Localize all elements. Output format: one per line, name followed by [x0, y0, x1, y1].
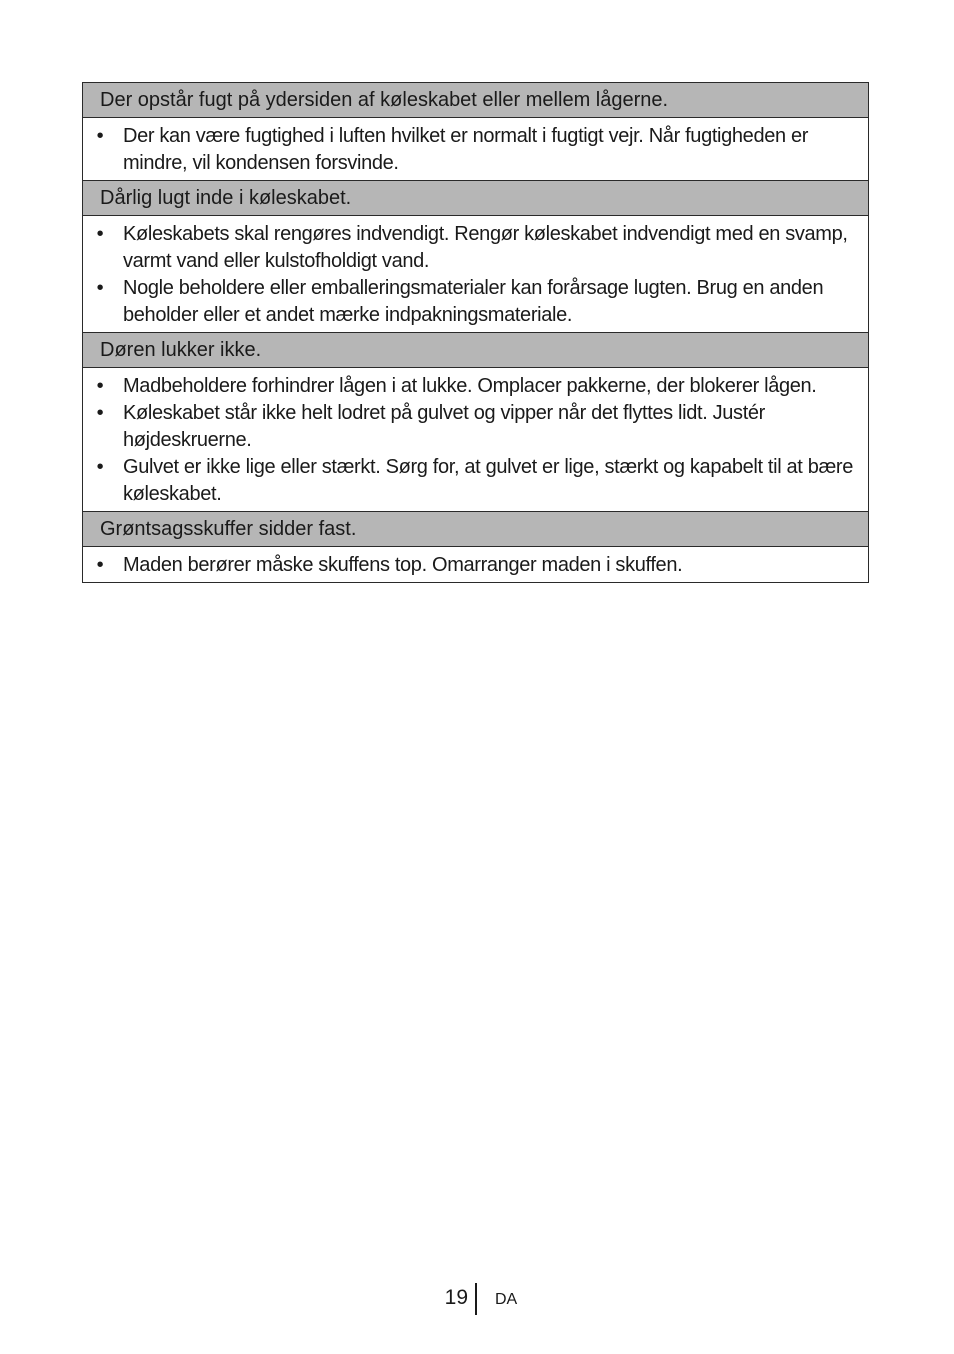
bullet-icon: • [96, 277, 104, 299]
bullet-icon: • [96, 402, 104, 424]
bullet-icon: • [96, 554, 104, 576]
list-item-text: Maden berører måske skuffens top. Omarranger maden i skuffen. [123, 554, 683, 576]
section-door-not-closing [83, 333, 868, 512]
section-header: Der opstår fugt på ydersiden af køleskabet eller mellem lågerne. [83, 83, 868, 118]
list-item [83, 552, 860, 579]
section-body [83, 118, 868, 181]
section-condensation [83, 83, 868, 181]
page-number: 19 [444, 1286, 468, 1309]
list-item-text: Madbeholdere forhindrer lågen i at lukke. Omplacer pakkerne, der blokerer lågen. [123, 375, 817, 397]
list-item-text: Der kan være fugtighed i luften hvilket er normalt i fugtigt vejr. Når fugtigheden er mindre, vil kondensen forsvinde. [123, 125, 809, 174]
list-item-text: Køleskabets skal rengøres indvendigt. Rengør køleskabet indvendigt med en svamp, varmt vand eller kulstofholdigt vand. [123, 223, 848, 272]
bullet-icon: • [96, 456, 104, 478]
list-item-text: Køleskabet står ikke helt lodret på gulvet og vipper når det flyttes lidt. Justér højdeskruerne. [123, 402, 765, 451]
list-item [83, 454, 860, 508]
page-footer [0, 1283, 954, 1315]
list-item-text: Gulvet er ikke lige eller stærkt. Sørg for, at gulvet er lige, stærkt og kapabelt til at bære køleskabet. [123, 456, 853, 505]
section-header: Grøntsagsskuffer sidder fast. [83, 512, 868, 547]
section-body [83, 547, 868, 582]
bullet-icon: • [96, 223, 104, 245]
list-item [83, 221, 860, 275]
list-item [83, 275, 860, 329]
list-item [83, 400, 860, 454]
section-header: Døren lukker ikke. [83, 333, 868, 368]
section-body [83, 368, 868, 512]
list-item [83, 373, 860, 400]
section-bad-odor [83, 181, 868, 333]
section-header: Dårlig lugt inde i køleskabet. [83, 181, 868, 216]
footer-divider [475, 1283, 477, 1315]
troubleshooting-table [82, 82, 869, 583]
list-item [83, 123, 860, 177]
section-body [83, 216, 868, 333]
bullet-icon: • [96, 125, 104, 147]
bullet-icon: • [96, 375, 104, 397]
language-code: DA [495, 1291, 518, 1308]
list-item-text: Nogle beholdere eller emballeringsmaterialer kan forårsage lugten. Brug en anden beholder eller et andet mærke indpakningsmateriale. [123, 277, 824, 326]
section-crisper-stuck [83, 512, 868, 582]
